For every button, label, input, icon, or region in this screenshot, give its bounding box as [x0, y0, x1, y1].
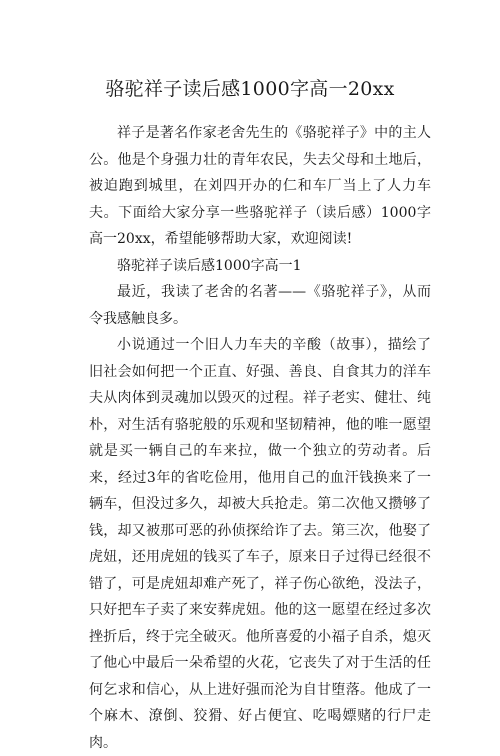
- document-title: 骆驼祥子读后感1000字高一20xx: [105, 78, 395, 100]
- paragraph-intro: 祥子是著名作家老舍先生的《骆驼祥子》中的主人公。他是个身强力壮的青年农民，失去父母和土地后，被迫跑到城里，在刘四开办的仁和车厂当上了人力车夫。下面给大家分享一些骆驼祥子（读后感）1000字高一20xx，希望能够帮助大家，欢迎阅读!: [89, 125, 431, 247]
- paragraph-opening: 最近，我读了老舍的名著——《骆驼祥子》，从而令我感触良多。: [89, 284, 431, 327]
- paragraph-subheading: 骆驼祥子读后感1000字高一1: [117, 257, 302, 274]
- paragraph-story: 小说通过一个旧人力车夫的辛酸（故事），描绘了旧社会如何把一个正直、好强、善良、自食其力的洋车夫从肉体到灵魂加以毁灭的过程。祥子老实、健壮、纯朴，对生活有骆驼般的乐观和坚韧精神，他的唯一愿望就是买一辆自己的车来拉，做一个独立的劳动者。后来，经过3年的省吃俭用，他用自己的血汗钱换来了一辆车，但没过多久，却被大兵抢走。第二次他又攒够了钱，却又被那可恶的孙侦探给诈了去。第三次，他娶了虎妞，还用虎妞的钱买了车子，原来日子过得已经很不错了，可是虎妞却难产死了，祥子伤心欲绝，没法子，只好把车子卖了来安葬虎妞。他的这一愿望在经过多次挫折后，终于完全破灭。他所喜爱的小福子自杀，熄灭了他心中最后一朵希望的火花，它丧失了对于生活的任何乞求和信心，从上进好强而沦为自甘堕落。他成了一个麻木、潦倒、狡猾、好占便宜、吃喝嫖赌的行尸走肉。: [89, 337, 431, 751]
- document-body: [89, 120, 431, 756]
